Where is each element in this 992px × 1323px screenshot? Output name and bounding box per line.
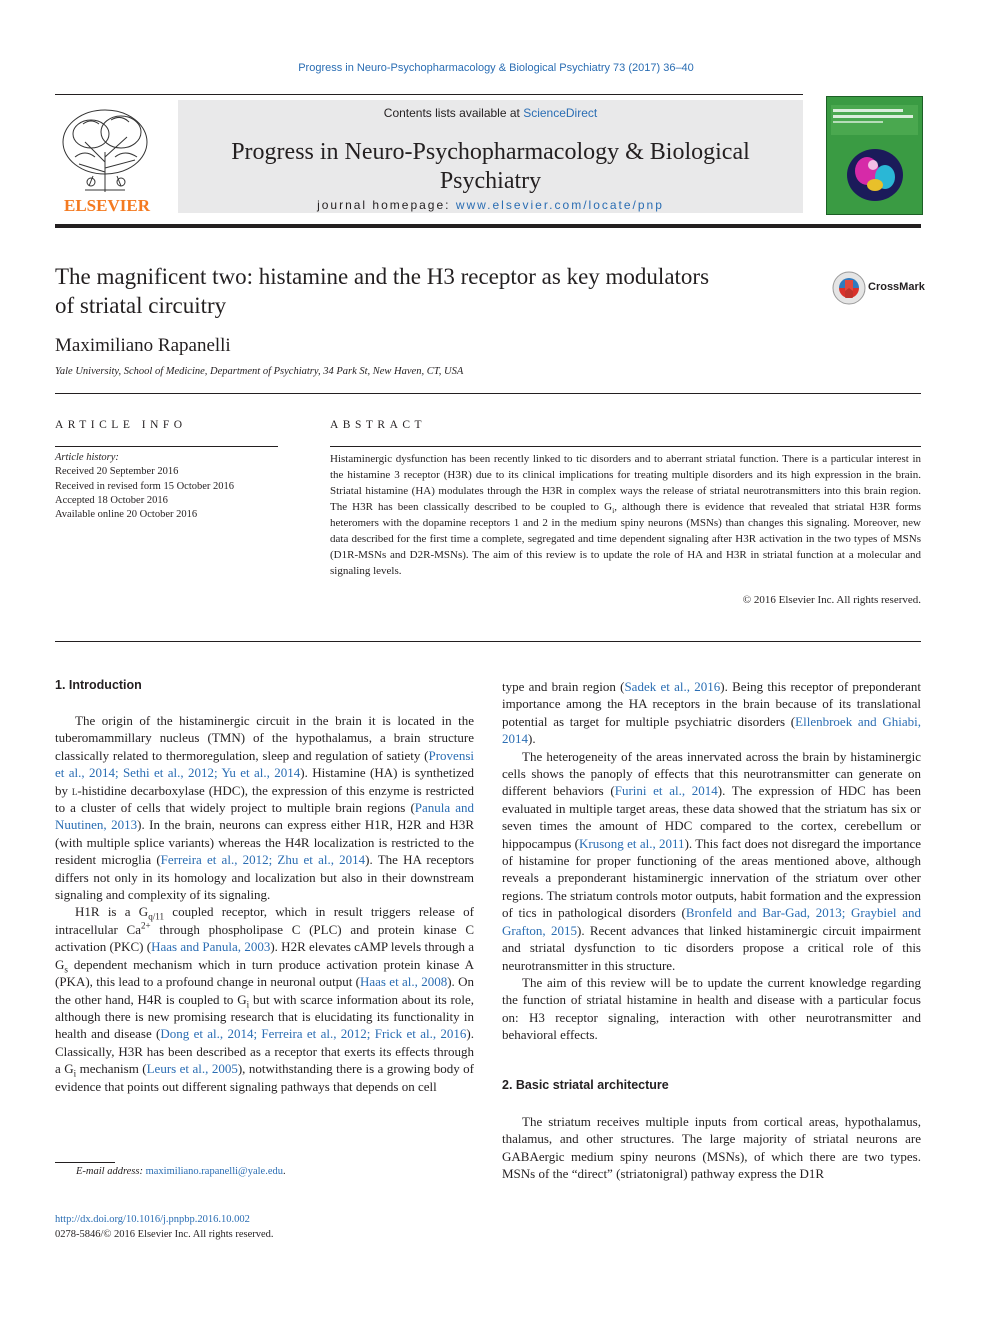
cover-art-icon — [827, 97, 922, 214]
history-item: Available online 20 October 2016 — [55, 509, 198, 521]
journal-title — [178, 138, 803, 196]
elsevier-wordmark: ELSEVIER — [64, 196, 150, 214]
elsevier-tree-icon — [55, 102, 159, 214]
paragraph: The aim of this review will be to update the current knowledge regarding the function of striatal histamine in health and disease with a particular focus on: H3 receptor signaling, interaction with other neurotransmitter and behavioral effects. — [502, 974, 921, 1043]
email-label: E-mail address: — [76, 1166, 146, 1177]
paragraph: H1R is a $G_{q/11}$ coupled receptor, which in result triggers release of intracellular $Ca^{2+}$ through phospholipase C (PLC) and protein kinase C activation (PKC) (Haas and Panula, 2003). H2R elevates cAMP levels through a $G_s$ dependent mechanism which in turn produce activation protein kinase A (PKA), this lead to a profound change in neuronal output (Haas et al., 2008). On the other hand, H4R is coupled to $G_i$ but with scarce information about its role, although there is new promising research that is elucidating its functionality in health and disease (Dong et al., 2014; Ferreira et al., 2012; Frick et al., 2016). Classically, H3R has been described as a receptor that exerts its effects through a $G_i$ mechanism (Leurs et al., 2005), notwithstanding there is a growing body of evidence that points out different signaling pathways that depends on cell — [55, 904, 475, 1094]
citation-link[interactable]: Dong et al., 2014; Ferreira et al., 2012; Frick et al., 2016 — [160, 1026, 467, 1042]
history-item: Received in revised form 15 October 2016 — [55, 480, 235, 492]
citation-link[interactable]: Furini et al., 2014 — [614, 783, 718, 799]
article-title — [55, 262, 815, 320]
journal-homepage — [178, 198, 803, 212]
homepage-link[interactable]: www.elsevier.com/locate/pnp — [455, 198, 664, 212]
abstract-part-2: , although there is evidence that revealed that striatal H3R forms heteromers with the dopamine receptors 1 and 2 in the medium spiny neurons (MSNs) than changes this signaling. Moreover, new data described for the first time a complete, segregated and time dependent signaling after H3R activation in the two types of MSNs (D1R-MSNs and D2R-MSNs). The aim of this review is to update the role of HA and H3R in striatal function at a molecular and signaling levels. — [330, 501, 921, 577]
citation-link[interactable]: Ellenbroek and Ghiabi, 2014 — [502, 713, 922, 747]
article-history-label: Article history: — [55, 452, 119, 463]
citation-link[interactable]: Krusong et al., 2011 — [579, 835, 685, 851]
abstract-part-1: Histaminergic dysfunction has been recently linked to tic disorders and to aberrant striatal function. There is a particular interest in the histamine 3 receptor (H3R) due to its clinical implications for treating multiple disorders and its high expression in the brain. Striatal histamine (HA) modulates through the H3R in complex ways the release of striatal neurotransmitters into this brain region. The H3R has been classically described to be coupled to G — [330, 453, 921, 513]
paragraph: The origin of the histaminergic circuit in the brain it is located in the tuberomammillary nucleus (TMN) of the hypothalamus, a brain structure classically related to thermoregulation, sleep and regulation of satiety (Provensi et al., 2014; Sethi et al., 2012; Yu et al., 2014). Histamine (HA) is synthetized by l-histidine decarboxylase (HDC), the expression of this enzyme is restricted to a cluster of cells that widely project to multiple brain regions (Panula and Nuutinen, 2013). In the brain, neurons can express either H1R, H2R and H3R (with multiple splice variants) whereas the H4R localization is restricted to the resident microglia (Ferreira et al., 2012; Zhu et al., 2014). The HA receptors differs not only in its homology and localization but also in their downstream signaling and complexity of its signaling. — [55, 713, 475, 903]
author-affiliation: Yale University, School of Medicine, Department of Psychiatry, 34 Park St, New Haven, CT, USA — [55, 366, 464, 377]
crossmark-icon — [832, 271, 866, 305]
citation-link[interactable]: Haas et al., 2008 — [360, 974, 448, 990]
abstract-heading: ABSTRACT — [330, 419, 427, 431]
masthead-thick-rule — [55, 224, 921, 228]
journal-title-line1: Progress in Neuro-Psychopharmacology & Biological — [231, 139, 750, 165]
abstract-bottom-rule — [55, 641, 921, 642]
issn-copyright-line: 0278-5846/© 2016 Elsevier Inc. All rights reserved. — [55, 1229, 274, 1240]
body-column-left — [55, 712, 474, 1095]
section-2-heading: 2. Basic striatal architecture — [502, 1078, 669, 1092]
contents-line — [178, 106, 803, 120]
citation-link[interactable]: Haas and Panula, 2003 — [151, 939, 271, 955]
footnote-rule — [55, 1162, 115, 1163]
journal-reference-link[interactable]: Progress in Neuro-Psychopharmacology & Biological Psychiatry 73 (2017) 36–40 — [298, 62, 694, 74]
citation-link[interactable]: Ferreira et al., 2012; Zhu et al., 2014 — [160, 852, 366, 868]
abstract-rule — [330, 446, 921, 447]
abstract-text — [330, 451, 921, 579]
author-name[interactable]: Maximiliano Rapanelli — [55, 335, 231, 356]
affiliation-rule — [55, 393, 921, 394]
citation-link[interactable]: Sadek et al., 2016 — [624, 679, 721, 694]
abstract-subscript: i — [612, 506, 615, 516]
article-title-line1: The magnificent two: histamine and the H3 receptor as key modulators — [55, 264, 710, 289]
email-link[interactable]: maximiliano.rapanelli@yale.edu — [145, 1166, 283, 1177]
body-column-right-section-2 — [502, 1113, 921, 1183]
article-title-line2: of striatal circuitry — [55, 293, 227, 318]
doi-link[interactable]: http://dx.doi.org/10.1016/j.pnpbp.2016.10.002 — [55, 1214, 250, 1225]
citation-link[interactable]: Provensi et al., 2014; Sethi et al., 2012; Yu et al., 2014 — [55, 747, 474, 781]
journal-title-line2: Psychiatry — [439, 168, 542, 194]
paragraph: The heterogeneity of the areas innervated across the brain by histaminergic cells shows the panoply of effects that this neurotransmitter can generate on different behaviors (Furini et al., 2014). The expression of HDC has been evaluated in multiple target areas, these data showed that the striatum has six or seven times the amount of HDC compared to the cortex, cerebellum or hippocampus (Krusong et al., 2011). This fact does not disregard the importance of histamine for proper functioning of the areas mentioned above, although reveals a preponderant histaminergic innervation of the striatum over other regions. The striatum controls motor outputs, habit formation and the expression of tics in pathological disorders (Bronfeld and Bar-Gad, 2013; Graybiel and Grafton, 2015). Recent advances that linked histaminergic circuit impairment and striatal dysfunction to tic disorders propose a critical role of this neurotransmitter in this structure. — [502, 748, 922, 973]
citation-link[interactable]: Leurs et al., 2005 — [146, 1061, 238, 1077]
contents-prefix: Contents lists available at — [383, 106, 524, 120]
paragraph: type and brain region (Sadek et al., 2016). Being this receptor of preponderant importance among the HA receptors in the brain because of its translational potential as target for multiple psychiatric disorders (Ellenbroek and Ghiabi, 2014). — [502, 679, 922, 747]
history-item: Received 20 September 2016 — [55, 466, 179, 478]
section-1-heading: 1. Introduction — [55, 678, 142, 692]
article-info-rule — [55, 446, 278, 447]
history-item: Accepted 18 October 2016 — [55, 494, 168, 506]
citation-link[interactable]: Panula and Nuutinen, 2013 — [55, 800, 475, 833]
homepage-prefix: journal homepage: — [317, 198, 456, 212]
crossmark-button[interactable] — [832, 270, 924, 306]
elsevier-logo[interactable] — [55, 102, 159, 214]
article-info-heading: ARTICLE INFO — [55, 419, 187, 431]
sciencedirect-link[interactable]: ScienceDirect — [523, 106, 598, 120]
journal-cover-image[interactable] — [826, 96, 923, 215]
header-rule — [55, 94, 803, 95]
body-column-right — [502, 678, 921, 1044]
article-history — [55, 451, 285, 522]
journal-masthead — [178, 100, 803, 213]
paragraph: The striatum receives multiple inputs from cortical areas, hypothalamus, thalamus, and other structures. The large majority of striatal neurons are GABAergic medium spiny neurons (MSNs), of which there are two types. MSNs of the “direct” (striatonigral) pathway express the D1R — [502, 1114, 921, 1182]
footnote-email: E-mail address: maximiliano.rapanelli@yale.edu. — [76, 1166, 286, 1177]
citation-link[interactable]: Bronfeld and Bar-Gad, 2013; Graybiel and Grafton, 2015 — [502, 905, 921, 938]
crossmark-label: CrossMark — [868, 281, 925, 293]
abstract-copyright: © 2016 Elsevier Inc. All rights reserved. — [742, 594, 921, 606]
